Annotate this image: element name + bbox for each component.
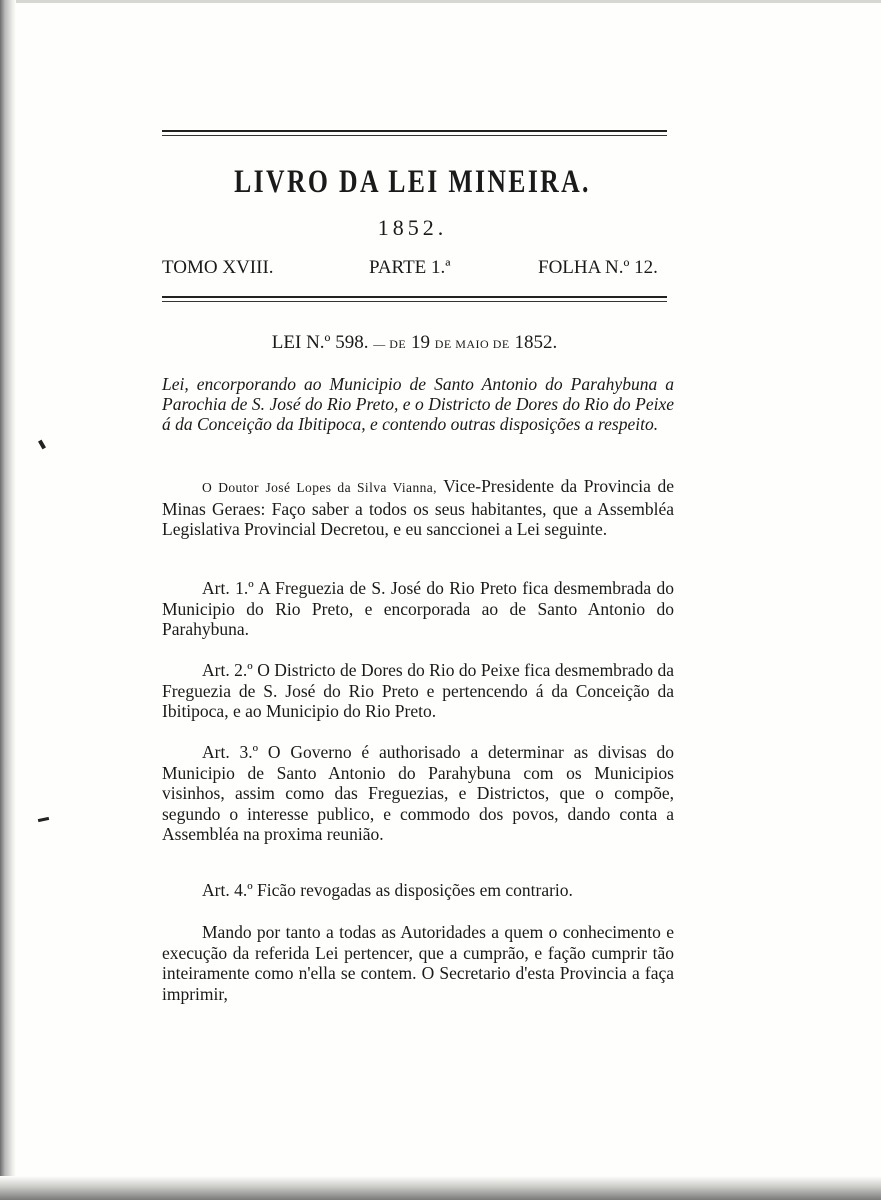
page-bottom-edge: [0, 1176, 881, 1200]
folha-label: FOLHA N.º 12.: [538, 257, 658, 278]
article-4-label: Art. 4.º: [202, 880, 253, 900]
article-2-text: O Districto de Dores do Rio do Peixe fica desmembrado da Freguezia de S. José do Rio Preto e pertencendo á da Conceição da Ibitipoca, e ao Municipio do Rio Preto.: [162, 660, 675, 721]
article-3-text: O Governo é authorisado a determinar as divisas do Municipio de Santo Antonio do Parahybuna com os Municipios visinhos, assim como das Freguezias, e Districtos, que o compõe, segundo o interesse publico, e commodo dos povos, dando conta a Assembléa na proxima reunião.: [162, 742, 674, 844]
article-1-label: Art. 1.º: [202, 578, 254, 598]
law-year: 1852.: [514, 332, 558, 353]
publication-year: 1852.: [377, 215, 448, 240]
article-2-label: Art. 2.º: [202, 660, 253, 680]
law-summary: Lei, encorporando ao Municipio de Santo Antonio do Parahybuna a Parochia de S. José do Rio Preto, e o Districto de Dores do Rio do Peixe á da Conceição da Ibitipoca, e contendo outras disposições a respeito.: [162, 374, 674, 434]
header-rule: [162, 296, 667, 302]
tomo-label: TOMO XVIII.: [162, 257, 274, 278]
article-4: [162, 880, 674, 901]
margin-mark-1: [38, 440, 46, 450]
preamble-name: José Lopes da Silva Vianna,: [265, 480, 437, 495]
article-1-text: A Freguezia de S. José do Rio Preto fica desmembrada do Municipio do Rio Preto, e encorporada ao de Santo Antonio do Parahybuna.: [162, 578, 674, 639]
law-day: 19: [410, 332, 430, 353]
law-number: LEI N.º 598.: [271, 332, 369, 353]
article-2: [162, 660, 674, 722]
preamble-text: Vice-Presidente da Provincia de Minas Geraes: Faço saber a todos os seus habitantes, que a Assembléa Legislativa Provincial Decretou, e eu sanccionei a Lei seguinte.: [162, 476, 675, 539]
law-heading: [162, 331, 667, 356]
article-3-label: Art. 3.º: [202, 742, 259, 762]
closing-paragraph: Mando por tanto a todas as Autoridades a quem o conhecimento e execução da referida Lei pertencer, que a cumprão, e fação cumprir tão inteiramente como n'ella se contem. O Secretario d'esta Provincia a faça imprimir,: [162, 922, 674, 1004]
parte-label: PARTE 1.ª: [369, 257, 451, 278]
preamble-title: O Doutor: [202, 480, 259, 495]
article-1: [162, 578, 674, 640]
top-rule: [162, 130, 667, 136]
margin-mark-2: [38, 817, 49, 822]
article-3: [162, 742, 674, 845]
page-binding-edge: [0, 0, 16, 1200]
law-date-mid: DE MAIO DE: [434, 337, 510, 351]
publication-title: LIVRO DA LEI MINEIRA.: [234, 164, 591, 200]
page-top-edge: [0, 0, 881, 3]
article-4-text: Ficão revogadas as disposições em contrario.: [257, 880, 573, 900]
preamble: [162, 476, 674, 540]
law-date-prefix: — DE: [373, 337, 407, 351]
